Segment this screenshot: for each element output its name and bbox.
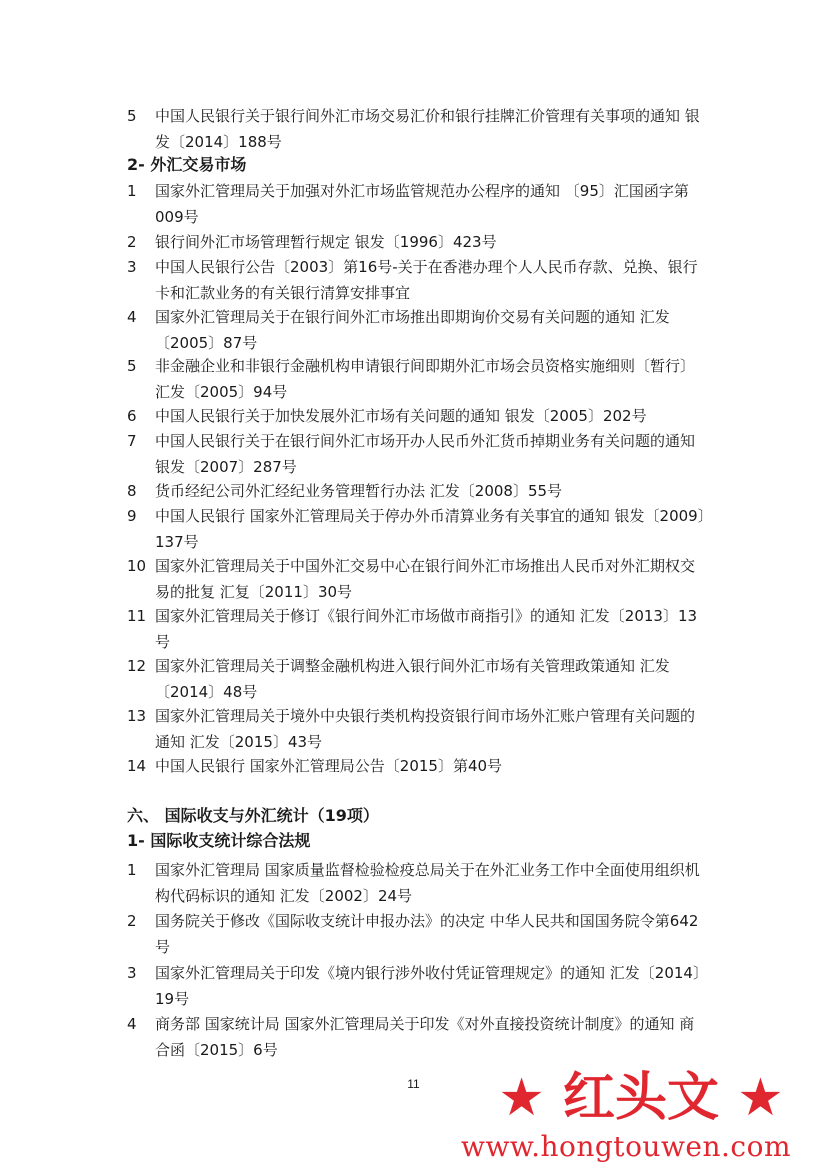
item-text: 中国人民银行 国家外汇管理局公告〔2015〕第40号 [155, 757, 503, 775]
item-text: 国家外汇管理局关于境外中央银行类机构投资银行间市场外汇账户管理有关问题的通知 汇发〔2015〕43号 [155, 707, 696, 751]
item-number: 4 [127, 1015, 137, 1033]
list-item [127, 254, 707, 306]
item-text: 国家外汇管理局关于在银行间外汇市场推出即期询价交易有关问题的通知 汇发〔2005〕87号 [155, 308, 670, 352]
item-number: 2 [127, 912, 137, 930]
item-text: 国家外汇管理局关于加强对外汇市场监管规范办公程序的通知 〔95〕汇国函字第009号 [155, 182, 689, 226]
item-text: 银行间外汇市场管理暂行规定 银发〔1996〕423号 [155, 233, 497, 251]
item-number: 5 [127, 107, 137, 125]
list-item [127, 908, 707, 960]
list-item [127, 1011, 707, 1063]
item-number: 3 [127, 964, 137, 982]
item-text: 中国人民银行公告〔2003〕第16号-关于在香港办理个人人民币存款、兑换、银行卡和汇款业务的有关银行清算安排事宜 [155, 258, 698, 302]
list-item [127, 103, 707, 155]
item-text: 国家外汇管理局 国家质量监督检验检疫总局关于在外汇业务工作中全面使用组织机构代码标识的通知 汇发〔2002〕24号 [155, 861, 700, 905]
item-number: 9 [127, 507, 137, 525]
item-number: 1 [127, 182, 137, 200]
list-item [127, 304, 707, 356]
list-item [127, 753, 707, 779]
item-number: 1 [127, 861, 137, 879]
item-text: 国家外汇管理局关于修订《银行间外汇市场做市商指引》的通知 汇发〔2013〕13号 [155, 607, 698, 651]
list-item [127, 353, 707, 405]
item-text: 国家外汇管理局关于中国外汇交易中心在银行间外汇市场推出人民币对外汇期权交易的批复 汇复〔2011〕30号 [155, 557, 696, 601]
item-number: 5 [127, 357, 137, 375]
item-text: 中国人民银行关于银行间外汇市场交易汇价和银行挂牌汇价管理有关事项的通知 银发〔2014〕188号 [155, 107, 700, 151]
page-number: 11 [407, 1077, 420, 1091]
list-item [127, 229, 707, 255]
item-number: 4 [127, 308, 137, 326]
list-item [127, 603, 707, 655]
item-number: 11 [127, 607, 147, 625]
item-number: 7 [127, 432, 137, 450]
item-number: 8 [127, 482, 137, 500]
item-text: 中国人民银行关于加快发展外汇市场有关问题的通知 银发〔2005〕202号 [155, 407, 647, 425]
list-item [127, 553, 707, 605]
item-text: 非金融企业和非银行金融机构申请银行间即期外汇市场会员资格实施细则〔暂行〕 汇发〔2005〕94号 [155, 357, 696, 401]
list-item [127, 857, 707, 909]
section-heading: 1- 国际收支统计综合法规 [127, 831, 311, 850]
list-item [127, 428, 707, 480]
list-item [127, 960, 707, 1012]
list-item [127, 178, 707, 230]
item-number: 3 [127, 258, 137, 276]
watermark-title-text: ★ 红头文 ★ [498, 1070, 784, 1125]
watermark-title [455, 1070, 827, 1125]
watermark-banner [455, 1070, 827, 1125]
list-item [127, 503, 707, 555]
item-number: 13 [127, 707, 147, 725]
chapter-heading: 六、 国际收支与外汇统计（19项） [127, 806, 379, 825]
item-number: 12 [127, 657, 147, 675]
list-item [127, 703, 707, 755]
list-item [127, 403, 707, 429]
item-number: 6 [127, 407, 137, 425]
item-text: 中国人民银行 国家外汇管理局关于停办外币清算业务有关事宜的通知 银发〔2009〕137号 [155, 507, 706, 551]
item-text: 中国人民银行关于在银行间外汇市场开办人民币外汇货币掉期业务有关问题的通知 银发〔2007〕287号 [155, 432, 696, 476]
item-text: 国家外汇管理局关于调整金融机构进入银行间外汇市场有关管理政策通知 汇发〔2014〕48号 [155, 657, 670, 701]
item-text: 商务部 国家统计局 国家外汇管理局关于印发《对外直接投资统计制度》的通知 商合函〔2015〕6号 [155, 1015, 695, 1059]
item-number: 2 [127, 233, 137, 251]
section-heading: 2- 外汇交易市场 [127, 155, 247, 174]
item-text: 国务院关于修改《国际收支统计申报办法》的决定 中华人民共和国国务院令第642号 [155, 912, 699, 956]
list-item [127, 653, 707, 705]
item-text: 国家外汇管理局关于印发《境内银行涉外收付凭证管理规定》的通知 汇发〔2014〕19号 [155, 964, 701, 1008]
item-text: 货币经纪公司外汇经纪业务管理暂行办法 汇发〔2008〕55号 [155, 482, 563, 500]
watermark-url: www.hongtouwen.com [460, 1130, 792, 1163]
item-number: 14 [127, 757, 147, 775]
list-item [127, 478, 707, 504]
item-number: 10 [127, 557, 147, 575]
